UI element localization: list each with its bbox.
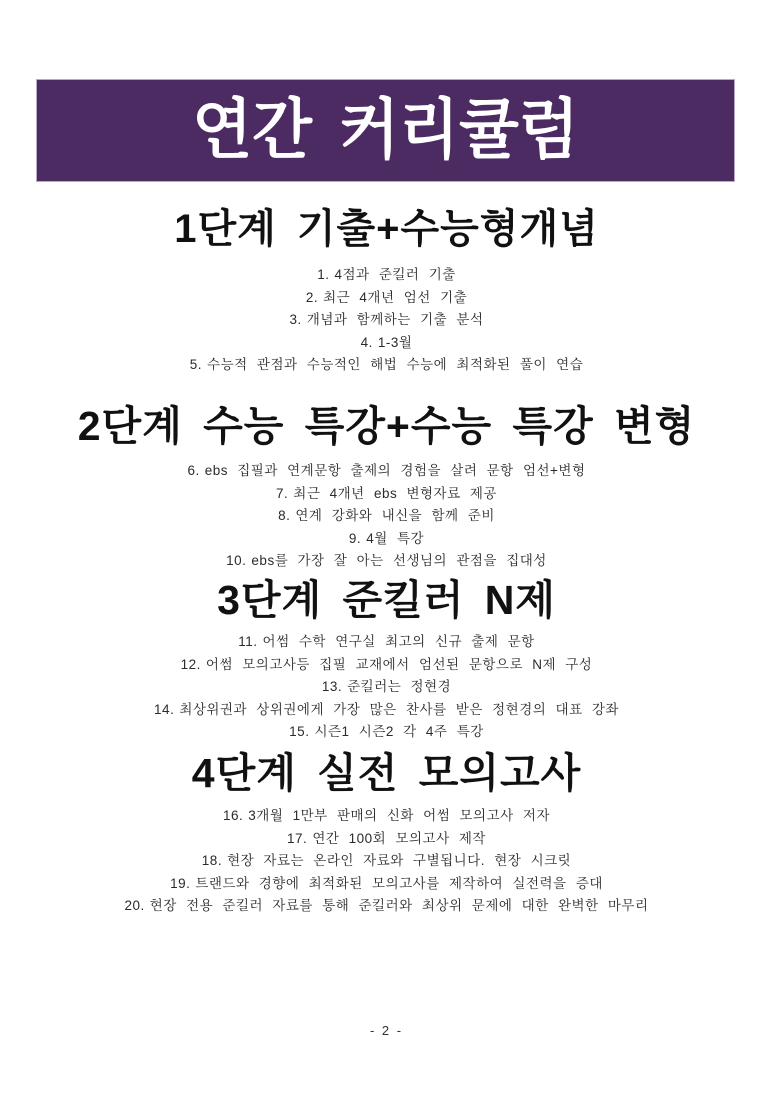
item-number: 4. — [360, 334, 373, 350]
item-text: ebs 집필과 연계문항 출제의 경험을 살려 문항 엄선+변형 — [204, 463, 586, 478]
item-number: 15. — [289, 724, 310, 739]
item-text: 4월 특강 — [366, 530, 425, 546]
item-text: 1-3월 — [377, 334, 413, 350]
item-number: 12. — [180, 656, 201, 672]
item-text: ebs를 가장 잘 아는 선생님의 관점을 집대성 — [251, 553, 547, 568]
item-text: 어썸 수학 연구실 최고의 신규 출제 문항 — [262, 634, 535, 649]
list-item — [0, 505, 773, 528]
list-item — [0, 850, 773, 873]
list-item — [0, 631, 773, 654]
list-item — [0, 895, 773, 918]
list-item — [0, 528, 773, 551]
item-number: 2. — [305, 289, 319, 305]
section-4-item-list — [0, 805, 773, 918]
item-text: 준킬러는 정현경 — [347, 679, 452, 694]
list-item — [0, 721, 773, 744]
item-text: 연간 100회 모의고사 제작 — [312, 830, 486, 846]
item-text: 4점과 준킬러 기출 — [334, 267, 456, 282]
item-number: 9. — [348, 530, 362, 546]
section-1-heading: 1단계 기출+수능형개념 — [174, 207, 599, 251]
item-number: 17. — [287, 830, 308, 846]
section-3-heading: 3단계 준킬러 N제 — [217, 577, 556, 623]
list-item — [0, 828, 773, 851]
item-text: 현장 전용 준킬러 자료를 통해 준킬러와 최상위 문제에 대한 완벽한 마무리 — [149, 898, 649, 913]
item-number: 5. — [189, 357, 203, 372]
section-3-item-list — [0, 631, 773, 744]
item-number: 6. — [187, 463, 200, 478]
item-number: 18. — [201, 853, 223, 868]
item-number: 14. — [154, 701, 175, 717]
item-text: 트랜드와 경향에 최적화된 모의고사를 제작하여 실전력을 증대 — [195, 875, 603, 891]
item-number: 19. — [170, 875, 191, 891]
section-2-heading: 2단계 수능 특강+수능 특강 변형 — [77, 403, 696, 449]
item-number: 7. — [276, 485, 289, 501]
list-item — [0, 654, 773, 677]
list-item — [0, 354, 773, 377]
item-number: 3. — [289, 312, 302, 327]
list-item — [0, 264, 773, 287]
item-number: 1. — [317, 267, 330, 282]
item-number: 13. — [321, 679, 343, 694]
title-banner — [36, 79, 735, 182]
item-text: 현장 자료는 온라인 자료와 구별됩니다. 현장 시크릿 — [227, 853, 572, 868]
list-item — [0, 805, 773, 828]
list-item — [0, 332, 773, 355]
item-text: 최상위권과 상위권에게 가장 많은 찬사를 받은 정현경의 대표 강좌 — [179, 701, 619, 717]
list-item — [0, 699, 773, 722]
item-text: 어썸 모의고사등 집필 교재에서 엄선된 문항으로 N제 구성 — [205, 656, 593, 672]
section-4-heading: 4단계 실전 모의고사 — [191, 750, 582, 796]
item-number: 20. — [124, 898, 145, 913]
item-text: 개념과 함께하는 기출 분석 — [306, 312, 484, 327]
page-title: 연간 커리큘럼 — [192, 93, 579, 167]
item-text: 최근 4개년 ebs 변형자료 제공 — [293, 485, 497, 501]
list-item — [0, 873, 773, 896]
item-text: 시즌1 시즌2 각 4주 특강 — [314, 724, 484, 739]
list-item — [0, 483, 773, 506]
item-text: 수능적 관점과 수능적인 해법 수능에 최적화된 풀이 연습 — [207, 357, 584, 372]
list-item — [0, 309, 773, 332]
item-number: 8. — [278, 508, 291, 523]
page-number: - 2 - — [369, 1023, 404, 1038]
list-item — [0, 550, 773, 573]
item-number: 16. — [223, 808, 244, 823]
item-text: 3개월 1만부 판매의 신화 어썸 모의고사 저자 — [248, 808, 550, 823]
item-number: 11. — [238, 634, 258, 649]
item-text: 연계 강화와 내신을 함께 준비 — [295, 508, 495, 523]
section-2-item-list — [0, 460, 773, 573]
list-item — [0, 287, 773, 310]
list-item — [0, 460, 773, 483]
item-text: 최근 4개년 엄선 기출 — [323, 289, 468, 305]
section-1-item-list — [0, 264, 773, 377]
list-item — [0, 676, 773, 699]
item-number: 10. — [226, 553, 247, 568]
